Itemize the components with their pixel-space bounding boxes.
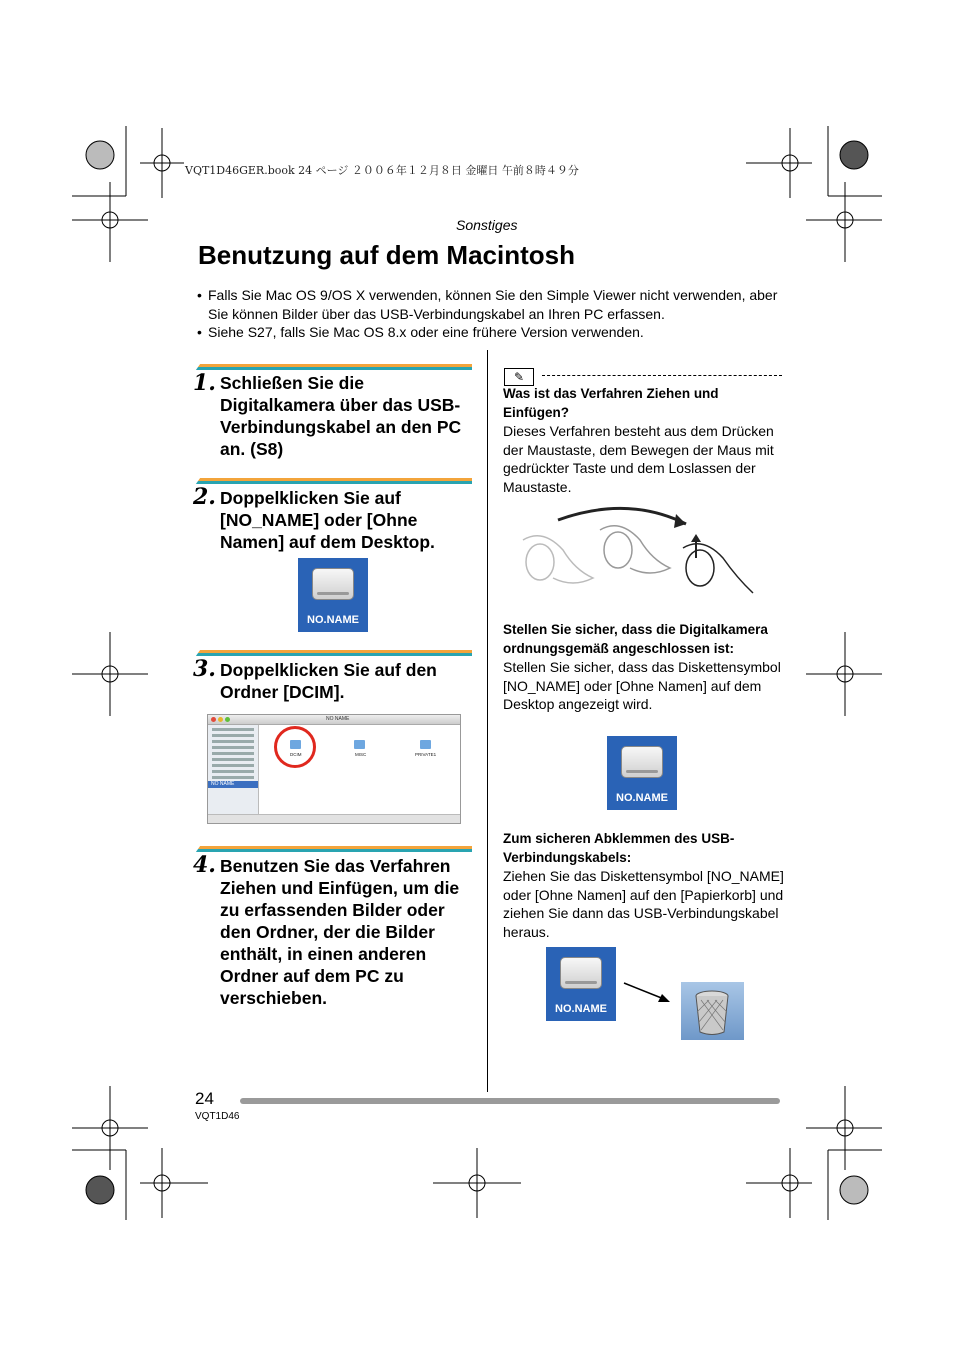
folder-label: PRIVATE1	[415, 752, 437, 757]
note-block	[503, 830, 788, 941]
disk-shape	[560, 957, 602, 989]
step-bar	[204, 846, 472, 852]
minimize-icon	[218, 717, 223, 722]
step-text: Schließen Sie die Digitalkamera über das USB-Verbindungskabel an den PC an. (S8)	[220, 373, 462, 459]
intro-bullet-text: Falls Sie Mac OS 9/OS X verwenden, können Sie den Simple Viewer nicht verwenden, aber Sie können Bilder über das USB-Verbindungskabel an Ihren PC erfassen.	[208, 287, 778, 322]
note-divider	[542, 375, 782, 376]
note-heading: Zum sicheren Abklemmen des USB-Verbindungskabels:	[503, 831, 735, 865]
note-icon: ✎	[504, 368, 534, 386]
folder-icon[interactable]	[420, 740, 431, 749]
step-number: 3.	[193, 656, 216, 682]
model-code: VQT1D46	[195, 1111, 240, 1122]
intro-list	[197, 286, 787, 342]
zoom-icon	[225, 717, 230, 722]
drive-icon	[298, 558, 368, 632]
intro-bullet: • Falls Sie Mac OS 9/OS X verwenden, können Sie den Simple Viewer nicht verwenden, aber Sie können Bilder über das USB-Verbindungskabel an Ihren PC erfassen.	[197, 286, 787, 323]
step-number: 1.	[193, 370, 216, 396]
folder-icon[interactable]	[354, 740, 365, 749]
step-bar	[204, 478, 472, 484]
finder-sidebar	[208, 725, 259, 815]
page-title: Benutzung auf dem Macintosh	[198, 240, 575, 270]
folder-label: DCIM	[290, 752, 302, 757]
note-heading: Stellen Sie sicher, dass die Digitalkamera ordnungsgemäß angeschlossen ist:	[503, 622, 768, 656]
drive-label: NO.NAME	[616, 792, 668, 804]
highlight-circle	[274, 726, 316, 768]
print-header: VQT1D46GER.book 24 ページ ２００６年１２月８日 金曜日 午前８時４９分	[185, 164, 579, 177]
folder-label: MISC	[355, 752, 367, 757]
finder-window	[207, 714, 461, 824]
note-heading: Was ist das Verfahren Ziehen und Einfügen?	[503, 386, 719, 420]
disk-shape	[621, 746, 663, 778]
section-label: Sonstiges	[456, 217, 518, 233]
finder-window-title: NO NAME	[326, 716, 350, 722]
step-bar	[204, 364, 472, 370]
page-number: 24	[195, 1089, 214, 1108]
finder-sidebar-selected[interactable]: NO NAME	[208, 781, 258, 788]
note-block	[503, 621, 788, 714]
arrow-icon	[620, 978, 676, 1006]
footer-bar	[240, 1098, 780, 1104]
column-divider	[487, 350, 488, 1092]
finder-titlebar	[208, 715, 460, 725]
note-block	[503, 385, 783, 496]
trash-icon	[681, 982, 744, 1040]
note-body: Ziehen Sie das Diskettensymbol [NO_NAME] oder [Ohne Namen] auf den [Papierkorb] und ziehen Sie dann das USB-Verbindungskabel heraus.	[503, 868, 784, 940]
disk-shape	[312, 568, 354, 600]
drive-icon	[607, 736, 677, 810]
step-text: Doppelklicken Sie auf den Ordner [DCIM].	[220, 660, 437, 702]
close-icon	[211, 717, 216, 722]
drive-label: NO.NAME	[307, 614, 359, 626]
step-text: Benutzen Sie das Verfahren Ziehen und Einfügen, um die zu erfassenden Bilder oder den Ordner, der die Bilder enthält, in einen anderen Ordner auf dem PC zu verschieben.	[220, 856, 460, 1008]
drive-icon	[546, 947, 616, 1021]
drive-label: NO.NAME	[555, 1003, 607, 1015]
intro-bullet: • Siehe S27, falls Sie Mac OS 8.x oder eine frühere Version verwenden.	[197, 324, 644, 340]
note-body: Dieses Verfahren besteht aus dem Drücken der Maustaste, dem Bewegen der Maus mit gedrückter Taste und dem Loslassen der Maustaste.	[503, 423, 774, 495]
step-number: 2.	[193, 484, 216, 510]
step-text: Doppelklicken Sie auf [NO_NAME] oder [Ohne Namen] auf dem Desktop.	[220, 488, 435, 552]
step-bar	[204, 650, 472, 656]
intro-bullet-text: Siehe S27, falls Sie Mac OS 8.x oder eine frühere Version verwenden.	[208, 324, 644, 340]
finder-statusbar	[208, 814, 460, 823]
step-number: 4.	[193, 852, 216, 878]
note-body: Stellen Sie sicher, dass das Diskettensymbol [NO_NAME] oder [Ohne Namen] auf dem Desktop angezeigt wird.	[503, 659, 781, 712]
drag-and-drop-illustration	[518, 500, 768, 600]
